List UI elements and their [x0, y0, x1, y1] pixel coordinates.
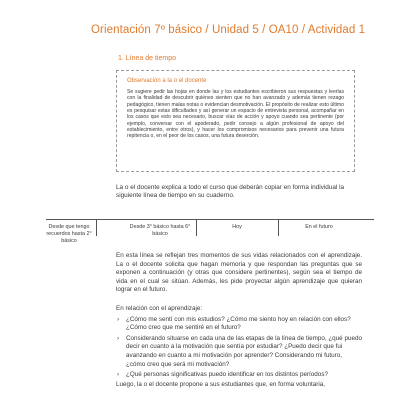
list-item-text: ¿Cómo me sentí con mis estudios? ¿Cómo me siento hoy en relación con ellos? ¿Cómo creo que me sentiré en el futuro?: [126, 315, 351, 332]
timeline-label-early: Desde que tengo recuerdos hasta 2° básico: [46, 224, 92, 244]
timeline: [46, 219, 374, 244]
list-item: [116, 371, 362, 380]
timeline-label-today: Hoy: [232, 224, 242, 230]
body-paragraph: En relación con el aprendizaje:: [116, 304, 203, 312]
list-item-text: Considerando situarse en cada una de las etapas de la línea de tiempo, ¿qué puedo decir en cuanto a la motivación que sentía por estudiar? ¿Puedo decir que fui avanzando en cuanto a mi motivación por aprender? Considerando mi futuro, ¿cómo creo que será mi motivación?: [126, 334, 362, 368]
chevron-right-icon: ›: [117, 371, 120, 379]
observation-text: Se sugiere pedir las hojas en donde las y los estudiantes escribieron sus respuestas y leerlas con la finalidad de descubrir quiénes sienten que no han avanzado y además tienen rezago pedagógico, tienen malas notas o evidencian desmotivación. El propósito de realizar esto último es pesquisar estas dificultades y así generar un espacio de entrevista personal, acompañar en los casos que esto sea necesario, buscar vías de acción y apoyo cuando sea pertinente (por ejemplo, conversar con el apoderado, pedir consejo a algún profesional de apoyo del establecimiento, entre otros), y hacer los compromisos necesarios para prevenir una futura repitencia o, en el peor de los casos, una futura deserción.: [127, 89, 344, 140]
body-content: [116, 252, 362, 389]
section-title: 1. Línea de tiempo: [118, 55, 176, 62]
list-item: [116, 335, 362, 369]
list-item: [116, 316, 362, 333]
page-title: Orientación 7º básico / Unidad 5 / OA10 / Actividad 1: [91, 24, 366, 36]
body-paragraph: Luego, la o el docente propone a sus estudiantes que, en forma voluntaria,: [116, 380, 325, 388]
chevron-right-icon: ›: [117, 334, 120, 342]
timeline-tick: [196, 219, 197, 236]
timeline-label-middle: Desde 3° básico hasta 6° básico: [129, 224, 191, 237]
observation-box: [116, 70, 355, 172]
question-list: [116, 316, 362, 380]
list-item-text: ¿Qué personas significativas puedo identificar en los distintos períodos?: [126, 371, 328, 379]
timeline-tick: [278, 219, 279, 236]
intro-paragraph: La o el docente explica a todo el curso que deberán copiar en forma individual la siguiente línea de tiempo en su cuaderno.: [116, 184, 345, 200]
observation-title: Observación a la o el docente: [127, 78, 207, 84]
chevron-right-icon: ›: [117, 315, 120, 323]
timeline-label-future: En el futuro: [305, 224, 333, 230]
body-paragraph: En esta línea se reflejan tres momentos de sus vidas relacionados con el aprendizaje. La o el docente solicita que hagan memoria y que respondan las preguntas que se exponen a continuación (y otras que considere pertinentes), según sea el tiempo de vida en el cual se sitúan. Además, les pide proyectar algún aprendizaje que quieran lograr en el futuro.: [116, 252, 362, 294]
